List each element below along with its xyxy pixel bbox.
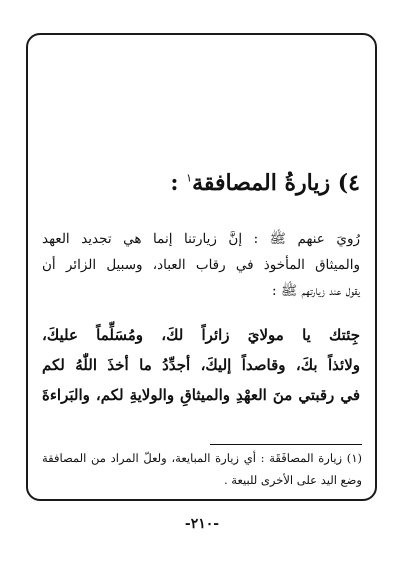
heading-colon: : <box>170 170 179 196</box>
quote-line-2: ولائذاً بكَ، وقاصداً إليكَ، أجدِّدُ ما أخذَ اللّٰهُ لكم <box>42 356 360 374</box>
quote-line-1: جِئتك يا مولايَ زائراً لكَ، ومُسَلِّماً عليكَ، <box>42 326 360 344</box>
paragraph-line-3: يقول عند زيارتهم ﷺ : <box>272 283 360 299</box>
footnote-line-1: (١) زيارة المصافَقَة : أي زيارة المبايعة، ولعلّ المراد من المصافقة <box>42 451 362 465</box>
heading-number: ٤) <box>337 170 360 196</box>
heading-title: زيارةُ المصافقة <box>192 170 331 196</box>
section-heading <box>170 170 360 196</box>
page-number: -٢١٠- <box>184 516 220 532</box>
heading-footnote-marker: ١ <box>186 171 193 185</box>
paragraph-line-2: والميثاق المأخوذ في رقاب العباد، وسبيل الزائر أن <box>42 257 360 273</box>
footnote-separator <box>210 444 362 445</box>
quote-line-3: في رقبتي منَ العهْدِ والميثاقِ والولايةِ لكم، والبَراءةَ <box>42 386 360 404</box>
paragraph-line-1: رُويَ عنهم ﷺ : إنَّ زيارتنا إنما هي تجديد العهد <box>42 231 360 247</box>
footnote-line-2: وضع اليد على الأخرى للبيعة . <box>223 473 362 487</box>
